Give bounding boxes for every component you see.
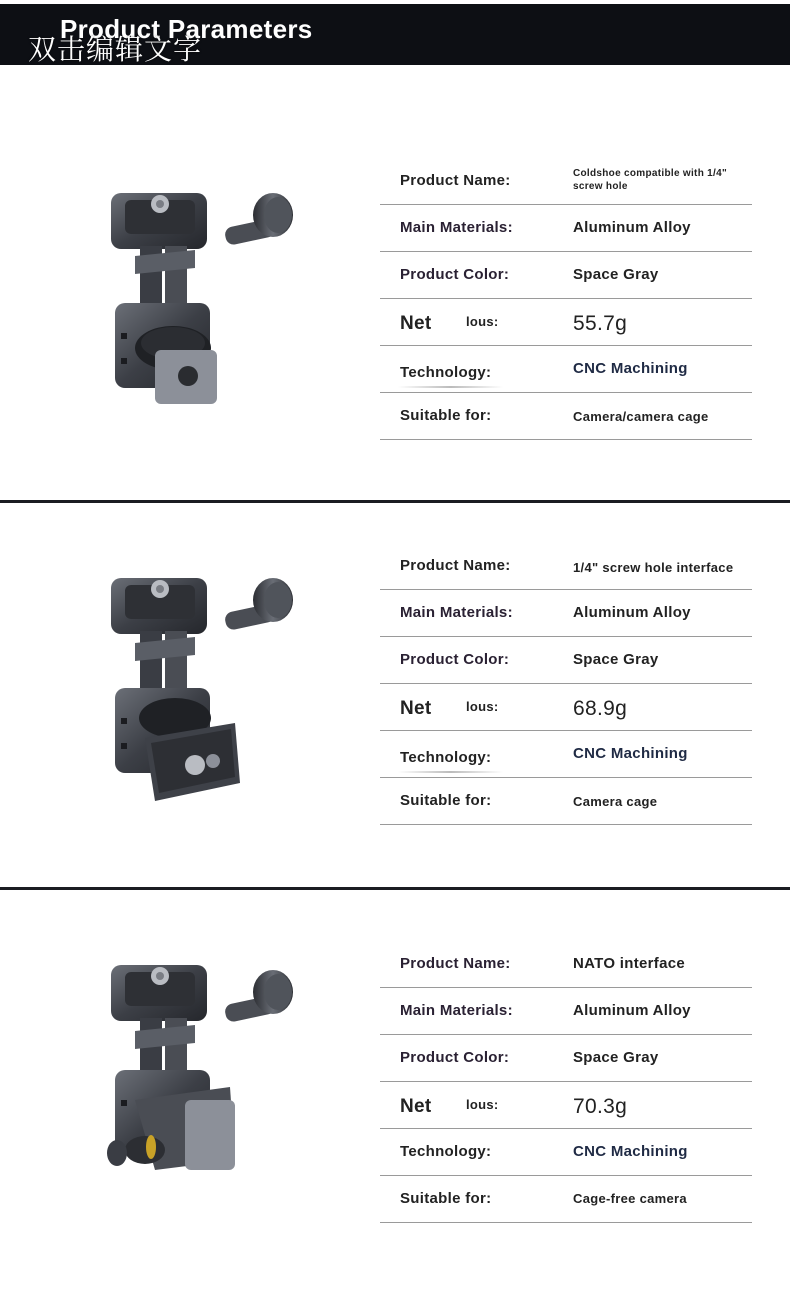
page-title: Product Parameters: [60, 14, 313, 44]
spec-value: 55.7g: [573, 312, 628, 335]
spec-label-main: Net: [400, 698, 432, 719]
spec-row-product-name: [380, 941, 752, 988]
spec-row-product-name: [380, 543, 752, 590]
spec-label: Suitable for:: [400, 792, 492, 809]
product-image-nato-mount: [95, 955, 310, 1205]
spec-row-technology: [380, 346, 752, 393]
spec-table-1: [380, 158, 752, 440]
spec-label: Product Color:: [400, 266, 510, 283]
spec-label: Product Name:: [400, 172, 511, 189]
spec-value: CNC Machining: [573, 745, 688, 762]
spec-row-suitable-for: [380, 778, 752, 825]
spec-label: Technology:: [400, 1143, 492, 1160]
spec-row-main-materials: [380, 590, 752, 637]
spec-row-net-weight: [380, 299, 752, 346]
spec-row-product-color: [380, 637, 752, 684]
spec-label: Product Color:: [400, 651, 510, 668]
spec-value: Space Gray: [573, 1049, 659, 1066]
spec-label: Main Materials:: [400, 1002, 513, 1019]
product-section-1: [0, 118, 790, 502]
spec-label-sub: lous:: [466, 699, 499, 714]
spec-value: Camera cage: [573, 794, 658, 809]
spec-label: Product Name:: [400, 557, 511, 574]
spec-label: Technology:: [400, 364, 492, 381]
spec-value: 68.9g: [573, 697, 628, 720]
spec-label: Product Color:: [400, 1049, 510, 1066]
spec-row-suitable-for: [380, 1176, 752, 1223]
spec-row-main-materials: [380, 205, 752, 252]
spec-row-technology: [380, 1129, 752, 1176]
spec-value: Coldshoe compatible with 1/4" screw hole: [573, 168, 728, 192]
spec-value: Aluminum Alloy: [573, 604, 691, 621]
product-section-2: [0, 503, 790, 887]
spec-row-main-materials: [380, 988, 752, 1035]
spec-value: CNC Machining: [573, 360, 688, 377]
product-image-coldshoe-mount: [95, 178, 310, 428]
spec-value: NATO interface: [573, 955, 686, 972]
spec-label: Main Materials:: [400, 604, 513, 621]
spec-label: Suitable for:: [400, 1190, 492, 1207]
spec-label: Suitable for:: [400, 407, 492, 424]
header-banner: [0, 4, 790, 65]
spec-value: Camera/camera cage: [573, 409, 709, 424]
spec-value: 70.3g: [573, 1095, 628, 1118]
edit-overlay-text[interactable]: 双击编辑文字: [28, 33, 203, 66]
spec-row-technology: [380, 731, 752, 778]
spec-row-suitable-for: [380, 393, 752, 440]
decorative-underline: [398, 386, 503, 388]
spec-value: Aluminum Alloy: [573, 1002, 691, 1019]
spec-row-product-color: [380, 1035, 752, 1082]
product-image-screw-hole-mount: [95, 563, 310, 813]
spec-label-sub: lous:: [466, 314, 499, 329]
spec-row-net-weight: [380, 1082, 752, 1129]
spec-label: Technology:: [400, 749, 492, 766]
spec-value: Space Gray: [573, 266, 659, 283]
spec-value: Space Gray: [573, 651, 659, 668]
spec-row-net-weight: [380, 684, 752, 731]
spec-label: Main Materials:: [400, 219, 513, 236]
product-section-3: [0, 890, 790, 1274]
spec-value: CNC Machining: [573, 1143, 688, 1160]
spec-row-product-color: [380, 252, 752, 299]
decorative-underline: [398, 771, 503, 773]
spec-row-product-name: [380, 158, 752, 205]
spec-label-main: Net: [400, 313, 432, 334]
spec-value: Aluminum Alloy: [573, 219, 691, 236]
spec-label: Product Name:: [400, 955, 511, 972]
spec-value: Cage-free camera: [573, 1191, 687, 1206]
spec-table-3: [380, 941, 752, 1223]
spec-value: 1/4" screw hole interface: [573, 560, 734, 575]
spec-label: [400, 313, 499, 335]
spec-label: [400, 1096, 499, 1118]
spec-label-sub: lous:: [466, 1097, 499, 1112]
spec-table-2: [380, 543, 752, 825]
spec-label-main: Net: [400, 1096, 432, 1117]
spec-label: [400, 698, 499, 720]
